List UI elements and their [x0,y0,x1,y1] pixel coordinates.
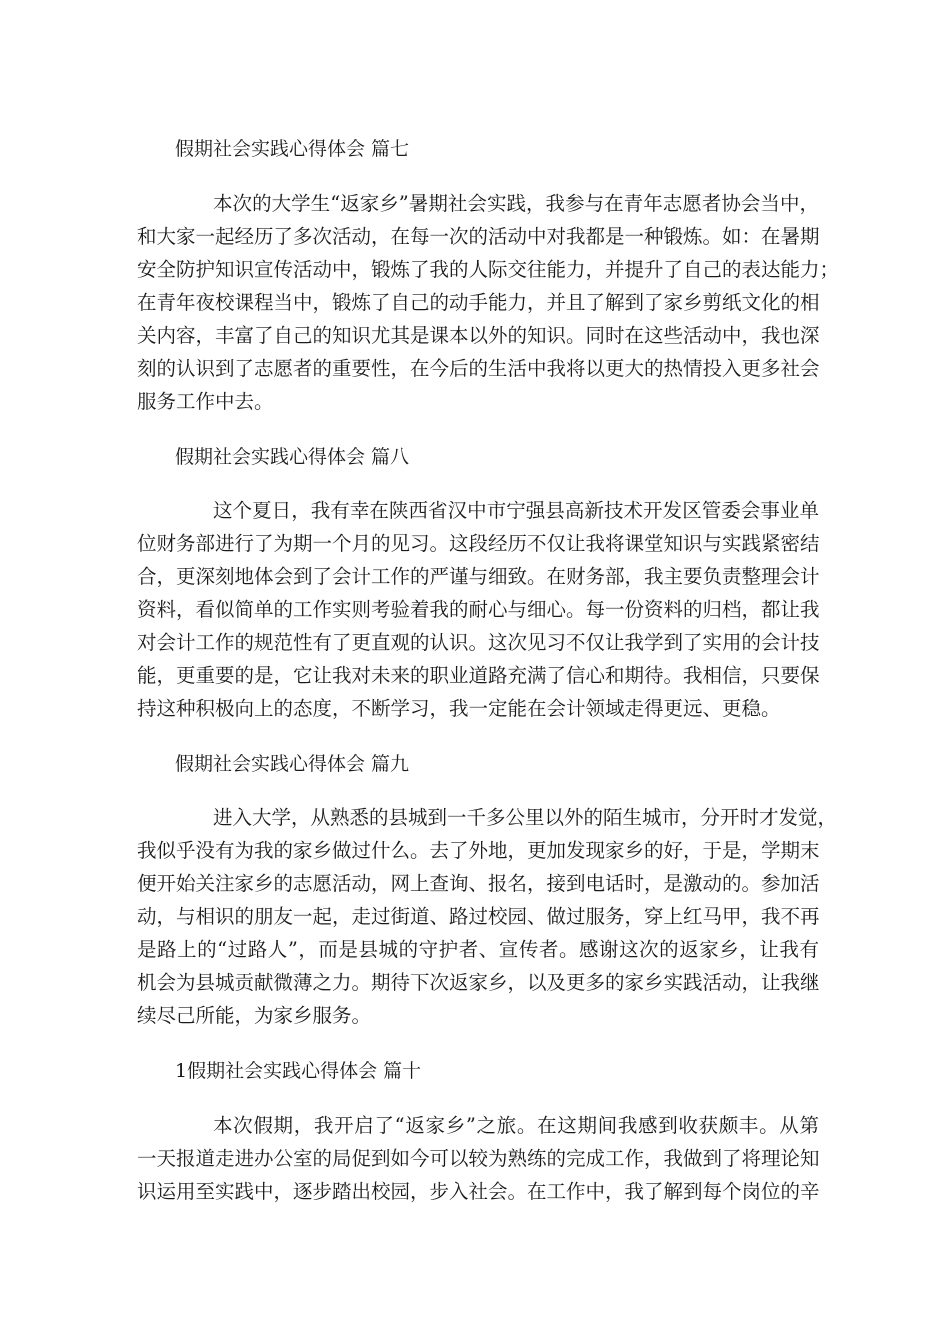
paragraph-line: 我似乎没有为我的家乡做过什么。去了外地，更加发现家乡的好，于是，学期末 [137,839,820,862]
paragraph-line: 刻的认识到了志愿者的重要性，在今后的生活中我将以更大的热情投入更多社会 [137,357,820,380]
paragraph-line: 这个夏日，我有幸在陕西省汉中市宁强县高新技术开发区管委会事业单 [213,499,819,522]
paragraph-line: 关内容，丰富了自己的知识尤其是课本以外的知识。同时在这些活动中，我也深 [137,324,820,347]
paragraph-line: 服务工作中去。 [137,390,274,413]
section-heading-8: 假期社会实践心得体会 篇八 [175,446,410,468]
paragraph-line: 机会为县城贡献微薄之力。期待下次返家乡，以及更多的家乡实践活动，让我继 [137,971,820,994]
paragraph-line: 识运用至实践中，逐步踏出校园，步入社会。在工作中，我了解到每个岗位的辛 [137,1180,820,1203]
paragraph-line: 合，更深刻地体会到了会计工作的严谨与细致。在财务部，我主要负责整理会计 [137,565,820,588]
section-paragraph-7 [137,187,840,418]
paragraph-line: 动，与相识的朋友一起，走过街道、路过校园、做过服务，穿上红马甲，我不再 [137,905,820,928]
section-heading-10: 1假期社会实践心得体会 篇十 [175,1060,422,1082]
paragraph-line: 在青年夜校课程当中，锻炼了自己的动手能力，并且了解到了家乡剪纸文化的相 [137,291,820,314]
section-paragraph-8 [137,494,819,725]
paragraph-line: 和大家一起经历了多次活动，在每一次的活动中对我都是一种锻炼。如：在暑期 [137,225,820,248]
paragraph-line: 位财务部进行了为期一个月的见习。这段经历不仅让我将课堂知识与实践紧密结 [137,532,820,555]
paragraph-line: 便开始关注家乡的志愿活动，网上查询、报名，接到电话时，是激动的。参加活 [137,872,820,895]
paragraph-line: 续尽己所能，为家乡服务。 [137,1004,372,1027]
paragraph-line: 进入大学，从熟悉的县城到一千多公里以外的陌生城市，分开时才发觉， [213,806,838,829]
section-paragraph-9 [137,801,838,1032]
paragraph-line: 能，更重要的是，它让我对未来的职业道路充满了信心和期待。我相信，只要保 [137,664,820,687]
paragraph-line: 资料，看似简单的工作实则考验着我的耐心与细心。每一份资料的归档，都让我 [137,598,820,621]
section-paragraph-10 [137,1109,819,1208]
section-heading-9: 假期社会实践心得体会 篇九 [175,753,410,775]
section-heading-7: 假期社会实践心得体会 篇七 [175,138,410,160]
paragraph-line: 是路上的“过路人”，而是县城的守护者、宣传者。感谢这次的返家乡，让我有 [137,938,819,961]
paragraph-line: 安全防护知识宣传活动中，锻炼了我的人际交往能力，并提升了自己的表达能力； [137,258,840,281]
paragraph-line: 本次假期，我开启了“返家乡”之旅。在这期间我感到收获颇丰。从第 [213,1114,819,1137]
paragraph-line: 本次的大学生“返家乡”暑期社会实践，我参与在青年志愿者协会当中， [213,192,819,215]
paragraph-line: 对会计工作的规范性有了更直观的认识。这次见习不仅让我学到了实用的会计技 [137,631,820,654]
paragraph-line: 持这种积极向上的态度，不断学习，我一定能在会计领域走得更远、更稳。 [137,697,781,720]
paragraph-line: 一天报道走进办公室的局促到如今可以较为熟练的完成工作，我做到了将理论知 [137,1147,820,1170]
